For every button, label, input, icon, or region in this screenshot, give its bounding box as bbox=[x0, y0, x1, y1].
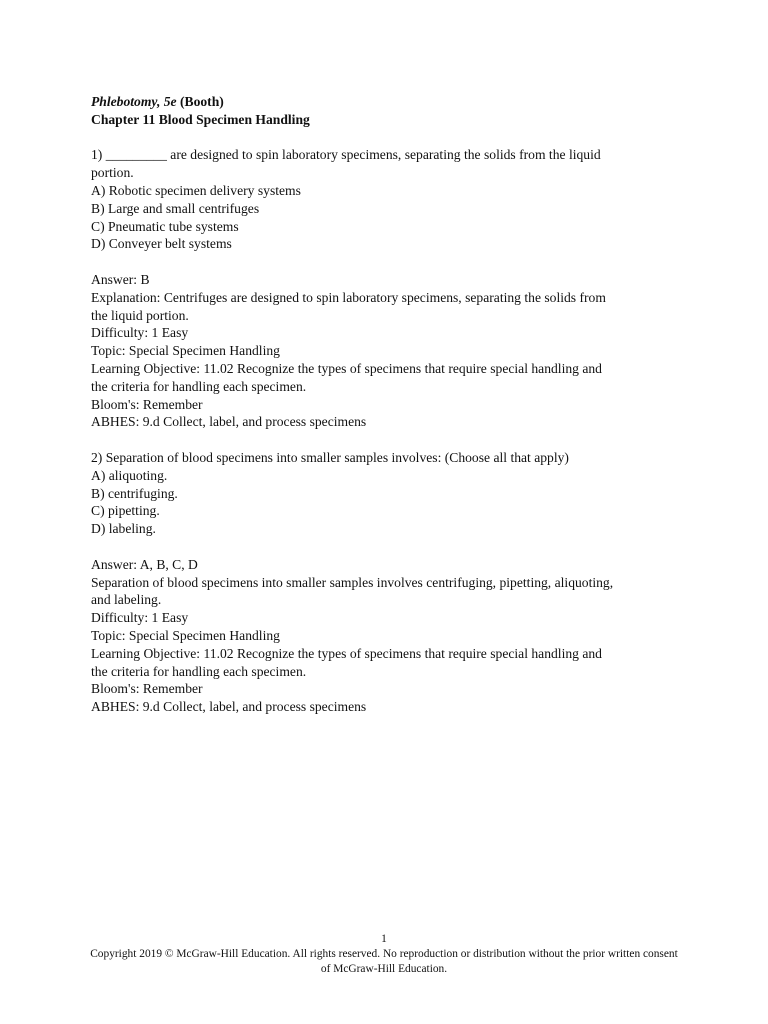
answer-option: B) centrifuging. bbox=[91, 485, 178, 501]
copyright-notice: Copyright 2019 © McGraw-Hill Education. All rights reserved. No reproduction or distribution without the prior written consent of McGraw-Hill Education. bbox=[90, 948, 678, 975]
answer-key: Answer: B bbox=[91, 271, 150, 287]
spacer bbox=[91, 253, 681, 271]
difficulty: Difficulty: 1 Easy bbox=[91, 610, 189, 626]
learning-objective: Learning Objective: 11.02 Recognize the types of specimens that require special handling and bbox=[91, 360, 602, 376]
document-body bbox=[91, 93, 681, 716]
spacer bbox=[91, 538, 681, 556]
question-stem-line: portion. bbox=[91, 165, 134, 181]
learning-objective: Learning Objective: 11.02 Recognize the types of specimens that require special handling and bbox=[91, 645, 602, 661]
learning-objective: the criteria for handling each specimen. bbox=[91, 378, 307, 394]
spacer bbox=[91, 129, 681, 147]
answer-option: B) Large and small centrifuges bbox=[91, 200, 260, 216]
abhes-standard: ABHES: 9.d Collect, label, and process specimens bbox=[91, 699, 367, 715]
book-title-line bbox=[91, 93, 681, 111]
answer-option: C) pipetting. bbox=[91, 503, 160, 519]
explanation-line: Separation of blood specimens into smaller samples involves centrifuging, pipetting, aliquoting, bbox=[91, 574, 614, 590]
spacer bbox=[91, 431, 681, 449]
question-2 bbox=[91, 449, 681, 716]
explanation-line: the liquid portion. bbox=[91, 307, 189, 323]
answer-option: C) Pneumatic tube systems bbox=[91, 218, 239, 234]
abhes-standard: ABHES: 9.d Collect, label, and process specimens bbox=[91, 414, 367, 430]
answer-option: D) labeling. bbox=[91, 521, 156, 537]
blooms-level: Bloom's: Remember bbox=[91, 681, 203, 697]
question-1 bbox=[91, 146, 681, 431]
blooms-level: Bloom's: Remember bbox=[91, 396, 203, 412]
explanation-line: Explanation: Centrifuges are designed to spin laboratory specimens, separating the solids from bbox=[91, 289, 606, 305]
chapter-title: Chapter 11 Blood Specimen Handling bbox=[91, 111, 310, 127]
learning-objective: the criteria for handling each specimen. bbox=[91, 663, 307, 679]
page-footer bbox=[0, 932, 768, 977]
answer-option: A) Robotic specimen delivery systems bbox=[91, 182, 301, 198]
page-number: 1 bbox=[381, 933, 387, 945]
difficulty: Difficulty: 1 Easy bbox=[91, 325, 189, 341]
question-stem-line: 2) Separation of blood specimens into smaller samples involves: (Choose all that apply) bbox=[91, 449, 569, 465]
topic: Topic: Special Specimen Handling bbox=[91, 627, 280, 643]
explanation-line: and labeling. bbox=[91, 592, 162, 608]
topic: Topic: Special Specimen Handling bbox=[91, 343, 280, 359]
answer-option: D) Conveyer belt systems bbox=[91, 236, 232, 252]
answer-option: A) aliquoting. bbox=[91, 467, 168, 483]
book-author: (Booth) bbox=[176, 94, 224, 109]
answer-key: Answer: A, B, C, D bbox=[91, 556, 198, 572]
question-stem-line: 1) _________ are designed to spin laboratory specimens, separating the solids from the liquid bbox=[91, 147, 601, 163]
book-title: Phlebotomy, 5e bbox=[91, 94, 177, 109]
